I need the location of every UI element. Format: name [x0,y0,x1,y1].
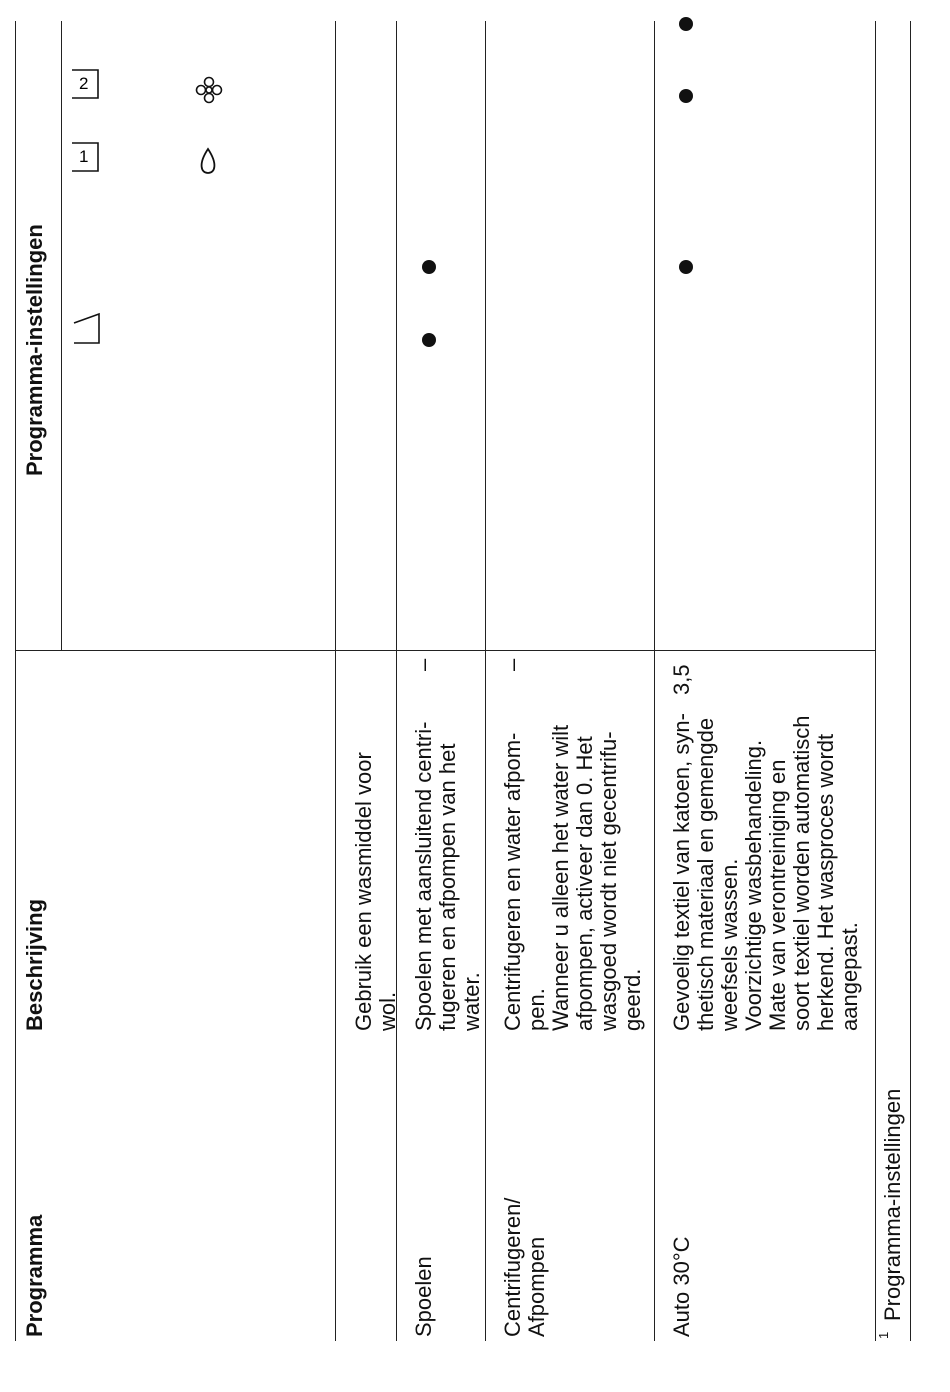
row-4-value: 3,5 [669,664,694,695]
row-1-beschrijving: Gebruik een wasmiddel voor wol. [351,752,400,1031]
row-2-programma: Spoelen [411,1256,436,1337]
rule-bottom [910,21,911,1341]
header-programma: Programma [22,1214,47,1337]
footnote-text: Programma-instellingen [880,1088,905,1321]
drop-icon [195,146,221,176]
rule-settings-sep [15,650,875,651]
row-4-dot-2 [679,89,693,103]
prewash-compartment-icon [71,311,103,345]
row-2-value: – [411,658,436,671]
rule-settings-header [15,650,16,651]
svg-text:1: 1 [79,147,89,166]
rule-header [335,21,336,1341]
rule-footnote [875,21,876,1341]
rule-row-2 [485,21,486,1341]
row-2-dot-1 [422,333,436,347]
footnote-marker: 1 [876,1331,891,1339]
svg-text:2: 2 [79,74,89,93]
softener-2-icon [69,67,103,101]
row-3-value: – [500,658,525,671]
header-beschrijving: Beschrijving [22,898,47,1031]
rule-row-1 [396,21,397,1341]
row-2-beschrijving: Spoelen met aansluitend centri- fugeren en afpompen van het water. [411,721,484,1031]
rule-top [15,21,16,1341]
row-2-dot-2 [422,260,436,274]
row-4-programma: Auto 30°C [669,1236,694,1337]
rule-row-3 [654,21,655,1341]
row-4-dot-3 [679,17,693,31]
header-settings: Programma-instellingen [22,224,47,476]
row-3-programma: Centrifugeren/ Afpompen [500,1197,549,1337]
program-table [15,21,915,1341]
rule-settings-sub [61,21,62,651]
row-4-dot-1 [679,260,693,274]
row-4-beschrijving: Gevoelig textiel van katoen, syn- thetisch materiaal en gemengde weefsels wassen. Voorzichtige wasbehandeling. Mate van verontreiniging en soort textiel worden automatisch herkend. Het wasproces wordt aangepast. [669,713,862,1031]
flower-icon [195,76,223,104]
main-wash-1-icon [69,140,103,174]
row-3-beschrijving: Centrifugeren en water afpom- pen. Wanneer u alleen het water wilt afpompen, activeer dan 0. Het wasgoed wordt niet gecentrifu- geerd. [500,724,645,1031]
